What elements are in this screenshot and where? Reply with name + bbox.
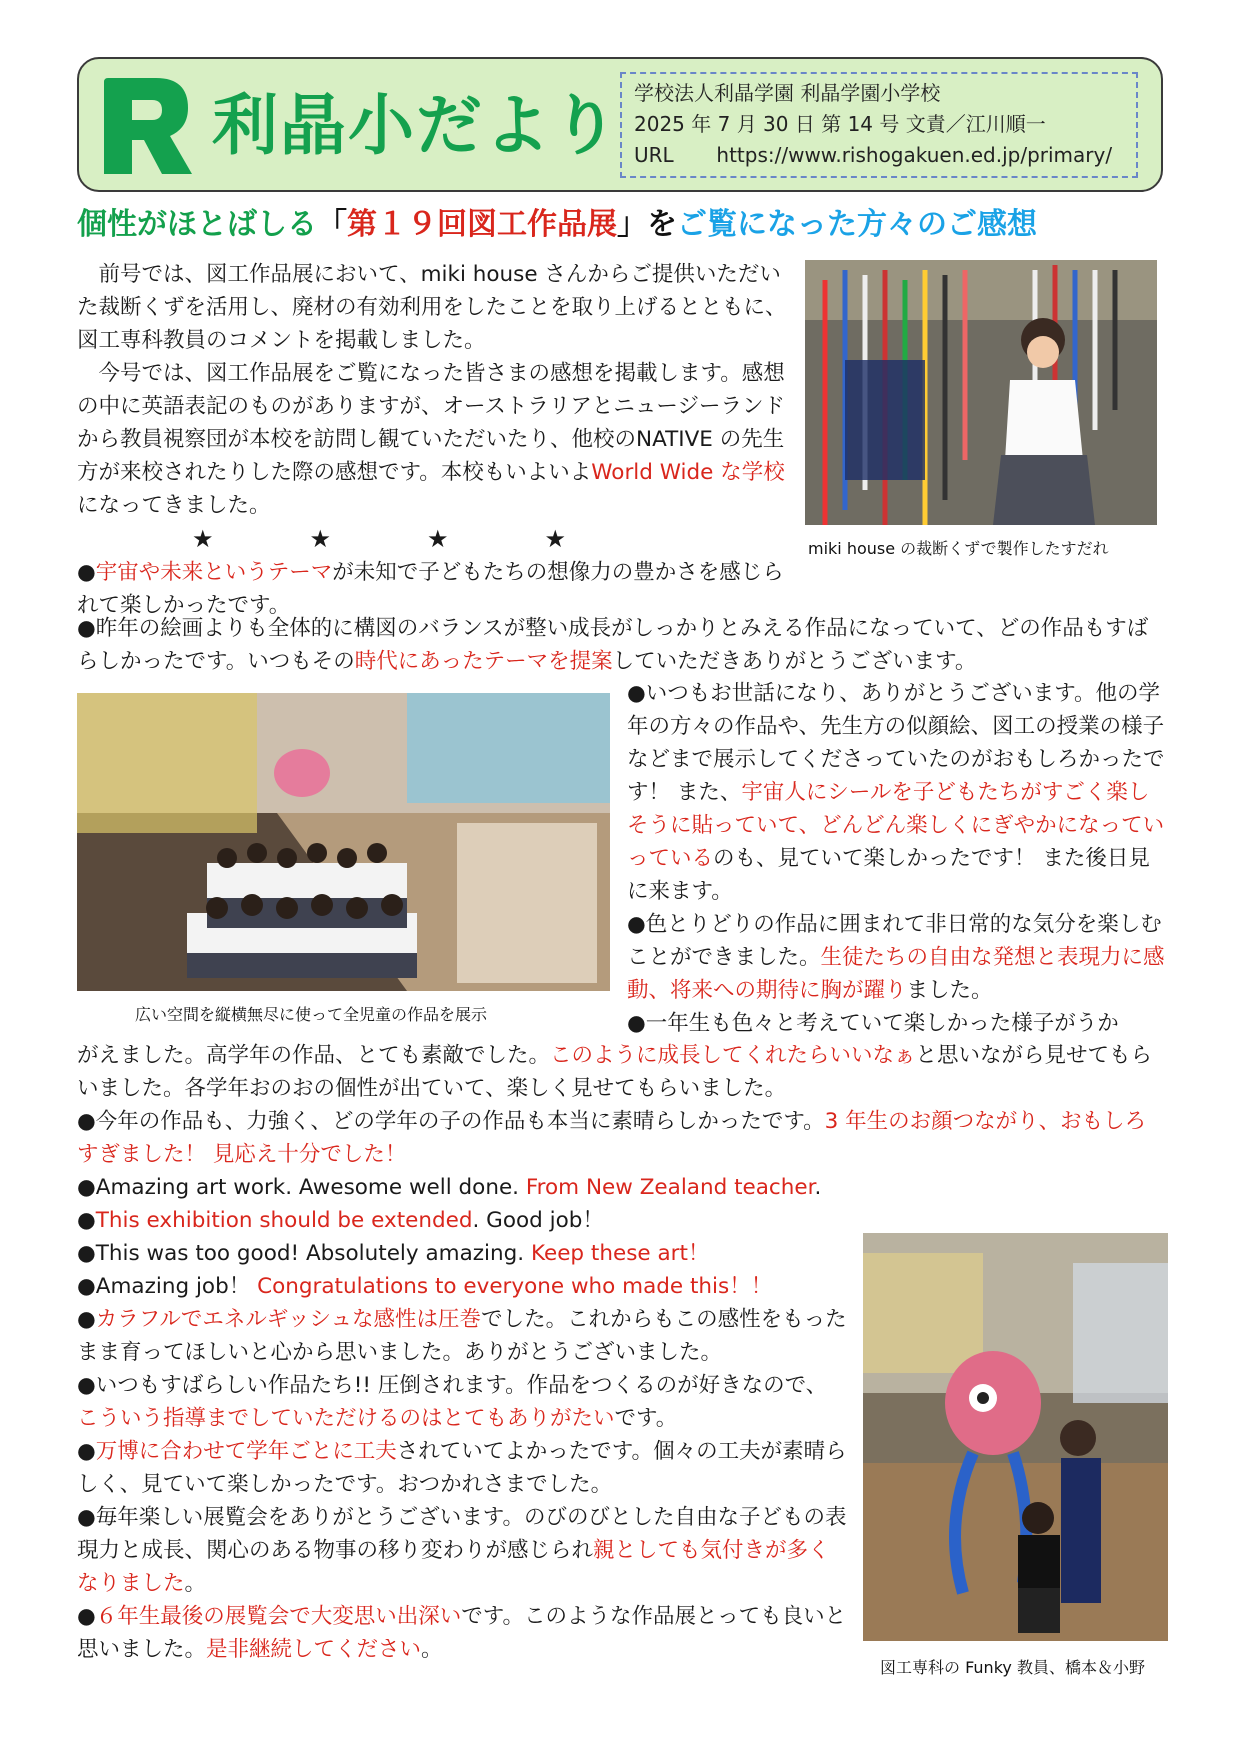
url-label: URL <box>634 143 674 167</box>
comment-8: ●This exhibition should be extended. Good job！ <box>77 1208 604 1233</box>
school-name: 学校法人利晶学園 利晶学園小学校 <box>634 81 941 105</box>
comment-13: ●万博に合わせて学年ごとに工夫されていてよかったです。個々の工夫が素晴らしく、見ていて楽しかったです。おつかれさまでした。 <box>77 1439 847 1497</box>
comment-3: ●いつもお世話になり、ありがとうございます。他の学年の方々の作品や、先生方の似顔絵、図工の授業の様子などまで展示してくださっていたのがおもしろかったです！ また、宇宙人にシールを子どもたちがすごく楽しそうに貼っていて、どんどん楽しくにぎやかになっていっているのも、見ていて楽しかったです！ また後日見に来ます。 <box>627 681 1165 904</box>
comment-2: ●昨年の絵画よりも全体的に構図のバランスが整い成長がしっかりとみえる作品になっていて、どの作品もすばらしかったです。いつもその時代にあったテーマを提案していただきありがとうございます。 <box>77 616 1149 674</box>
url-line <box>634 140 1124 171</box>
intro-paragraph-1: 前号では、図工作品展において、miki house さんからご提供いただいた裁断くずを活用し、廃材の有効利用をしたことを取り上げるとともに、図工専科教員のコメントを掲載しました。 <box>77 262 787 353</box>
left-column-comments <box>77 1237 847 1666</box>
photo-exhibition-hall <box>77 693 610 991</box>
comment-5-start: ●一年生も色々と考えていて楽しかった様子がうか <box>627 1011 1119 1036</box>
newsletter-title: 利晶小だより <box>212 87 620 164</box>
comment-7: ●Amazing art work. Awesome well done. From New Zealand teacher. <box>77 1175 822 1200</box>
article-headline <box>77 204 1037 246</box>
photo2-caption: 広い空間を縦横無尽に使って全児童の作品を展示 <box>135 1005 488 1024</box>
full-width-comments <box>77 1039 1167 1237</box>
comment-14: ●毎年楽しい展覧会をありがとうございます。のびのびとした自由な子どもの表現力と成長、関心のある物事の移り変わりが感じられ親としても気付きが多くなりました。 <box>77 1505 847 1596</box>
photo1-caption: miki house の裁断くずで製作したすだれ <box>808 539 1109 558</box>
headline-part4: 」を <box>617 207 677 242</box>
comment-12: ●いつもすばらしい作品たち!! 圧倒されます。作品をつくるのが好きなので、こういう指導までしていただけるのはとてもありがたいです。 <box>77 1373 828 1431</box>
photo3-caption: 図工専科の Funky 教員、橋本＆小野 <box>880 1658 1145 1677</box>
right-column-comments <box>627 677 1167 1040</box>
comment-5: がえました。高学年の作品、とても素敵でした。このように成長してくれたらいいなぁと思いながら見せてもらいました。各学年おのおの個性が出ていて、楽しく見せてもらいました。 <box>77 1043 1153 1101</box>
headline-part5: ご覧になった方々のご感想 <box>677 207 1037 242</box>
comment-15: ●６年生最後の展覧会で大変思い出深いです。このような作品展とっても良いと思いました。是非継続してください。 <box>77 1604 847 1662</box>
school-r-logo-icon <box>100 76 194 176</box>
star-divider: ★ ★ ★ ★ <box>192 525 567 553</box>
comment-10: ●Amazing job！ Congratulations to everyone who made this！！ <box>77 1274 773 1299</box>
intro-paragraph-2: 今号では、図工作品展をご覧になった皆さまの感想を掲載します。感想の中に英語表記のものがありますが、オーストラリアとニュージーランドから教員視察団が本校を訪問し観ていただいたり、他校のNATIVE の先生方が来校されたりした際の感想です。本校もいよいよWorld Wide な学校になってきました。 <box>77 361 785 518</box>
comment-6: ●今年の作品も、力強く、どの学年の子の作品も本当に素晴らしかったです。3 年生のお顔つながり、おもしろすぎました！ 見応え十分でした！ <box>77 1109 1147 1167</box>
photo-art-teachers <box>863 1233 1168 1641</box>
headline-part1: 個性がほとばしる <box>77 207 317 242</box>
photo-sudare-curtain <box>805 260 1157 525</box>
issue-line: 2025 年 7 月 30 日 第 14 号 文責／江川順一 <box>634 112 1046 136</box>
comment-11: ●カラフルでエネルギッシュな感性は圧巻でした。これからもこの感性をもったまま育ってほしいと心から思いました。ありがとうございました。 <box>77 1307 847 1365</box>
comment-4: ●色とりどりの作品に囲まれて非日常的な気分を楽しむことができました。生徒たちの自由な発想と表現力に感動、将来への期待に胸が躍りました。 <box>627 912 1165 1003</box>
comment-1: ●宇宙や未来というテーマが未知で子どもたちの想像力の豊かさを感じられて楽しかったです。 <box>77 560 784 618</box>
school-url-link[interactable]: https://www.rishogakuen.ed.jp/primary/ <box>716 143 1113 167</box>
comment-9: ●This was too good! Absolutely amazing. Keep these art！ <box>77 1241 710 1266</box>
intro-text <box>77 258 787 622</box>
headline-part2: 「 <box>317 207 347 242</box>
headline-part3: 第１９回図工作品展 <box>347 207 617 242</box>
issue-info-box <box>620 72 1138 178</box>
